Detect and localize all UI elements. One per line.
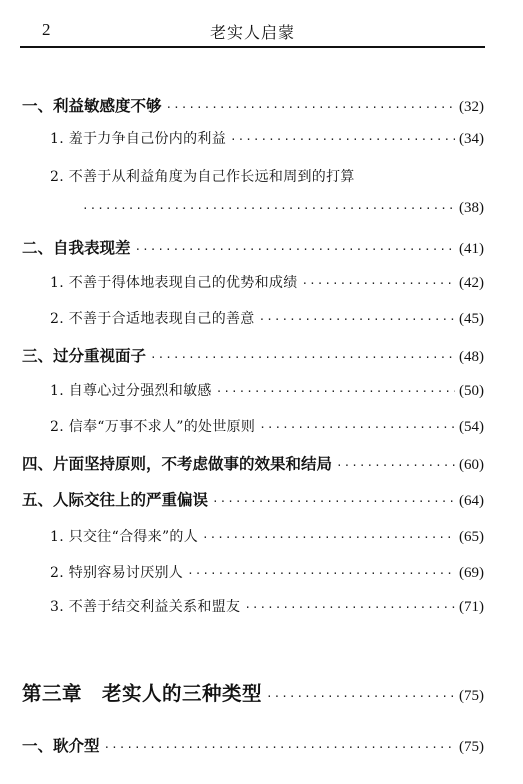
dot-leader [166, 101, 455, 114]
dot-leader [259, 421, 455, 434]
dot-leader [230, 133, 455, 146]
toc-entry-section[interactable] [22, 344, 484, 370]
toc-entry-label: 第三章 老实人的三种类型 [22, 682, 263, 705]
toc-entry-page: (64) [459, 493, 484, 509]
dot-leader [302, 277, 455, 290]
toc-entry-page: (50) [459, 383, 484, 399]
dot-leader [216, 385, 455, 398]
toc-entry-page: (71) [459, 599, 484, 615]
dot-leader [187, 567, 455, 580]
toc-entry-label[interactable]: 2. 不善于从利益角度为自己作长远和周到的打算 [50, 169, 355, 185]
toc-entry-subsection[interactable] [50, 596, 484, 622]
toc-entry-section[interactable] [22, 236, 484, 262]
toc-entry-page: (60) [459, 457, 484, 473]
dot-leader [82, 202, 455, 215]
toc-entry-label: 五、人际交往上的严重偏误 [22, 491, 209, 509]
toc-entry-label: 3. 不善于结交利益关系和盟友 [50, 599, 241, 615]
toc-entry-section[interactable] [22, 488, 484, 514]
toc-entry-label: 一、利益敏感度不够 [22, 97, 162, 115]
toc-entry-label: 2. 特别容易讨厌别人 [50, 565, 184, 581]
toc-entry-label: 1. 只交往“合得来”的人 [50, 529, 199, 545]
dot-leader [336, 459, 455, 472]
dot-leader [104, 741, 455, 754]
page-number: 2 [42, 20, 51, 39]
toc-entry-label: 一、耿介型 [22, 737, 100, 755]
toc-entry-chapter[interactable] [22, 678, 484, 704]
toc-entry-page: (32) [459, 99, 484, 115]
toc-entry-page: (38) [459, 200, 484, 216]
toc-entry-subsection[interactable] [50, 562, 484, 588]
dot-leader [150, 351, 455, 364]
toc-entry-label: 2. 信奉“万事不求人”的处世原则 [50, 419, 256, 435]
toc-entry-page: (41) [459, 241, 484, 257]
dot-leader [135, 243, 455, 256]
toc-entry-label: 三、过分重视面子 [22, 347, 147, 365]
toc-entry-subsection[interactable] [50, 272, 484, 298]
toc-entry-subsection[interactable] [50, 128, 484, 154]
toc-entry-subsection[interactable] [50, 416, 484, 442]
toc-entry-label: 1. 自尊心过分强烈和敏感 [50, 383, 212, 399]
book-title: 老实人启蒙 [209, 23, 295, 42]
header-rule [20, 46, 485, 48]
toc-entry-page: (48) [459, 349, 484, 365]
toc-entry-page: (45) [459, 311, 484, 327]
dot-leader [266, 690, 455, 703]
toc-entry-section[interactable] [22, 452, 484, 478]
toc-entry-page: (42) [459, 275, 484, 291]
toc-entry-label: 1. 不善于得体地表现自己的优势和成绩 [50, 275, 298, 291]
toc-entry-page: (69) [459, 565, 484, 581]
toc-entry-label: 四、片面坚持原则，不考虑做事的效果和结局 [22, 455, 333, 473]
toc-entry-subsection[interactable] [50, 308, 484, 334]
dot-leader [202, 531, 455, 544]
toc-entry-subsection[interactable] [50, 526, 484, 552]
toc-entry-section[interactable] [22, 94, 484, 120]
dot-leader [259, 313, 455, 326]
toc-entry-label: 二、自我表现差 [22, 239, 131, 257]
toc-entry-page: (75) [459, 688, 484, 704]
toc-entry-subsection[interactable] [50, 380, 484, 406]
toc-entry-label: 2. 不善于合适地表现自己的善意 [50, 311, 255, 327]
toc-entry-page: (75) [459, 739, 484, 755]
page-header [20, 14, 485, 48]
toc-entry-page: (34) [459, 131, 484, 147]
dot-leader [244, 601, 455, 614]
dot-leader [212, 495, 455, 508]
toc-entry-page: (65) [459, 529, 484, 545]
toc-entry-section[interactable] [22, 734, 484, 760]
toc-entry-label: 1. 羞于力争自己份内的利益 [50, 131, 227, 147]
toc-entry-subsection-continued[interactable] [82, 200, 484, 226]
toc-entry-page: (54) [459, 419, 484, 435]
